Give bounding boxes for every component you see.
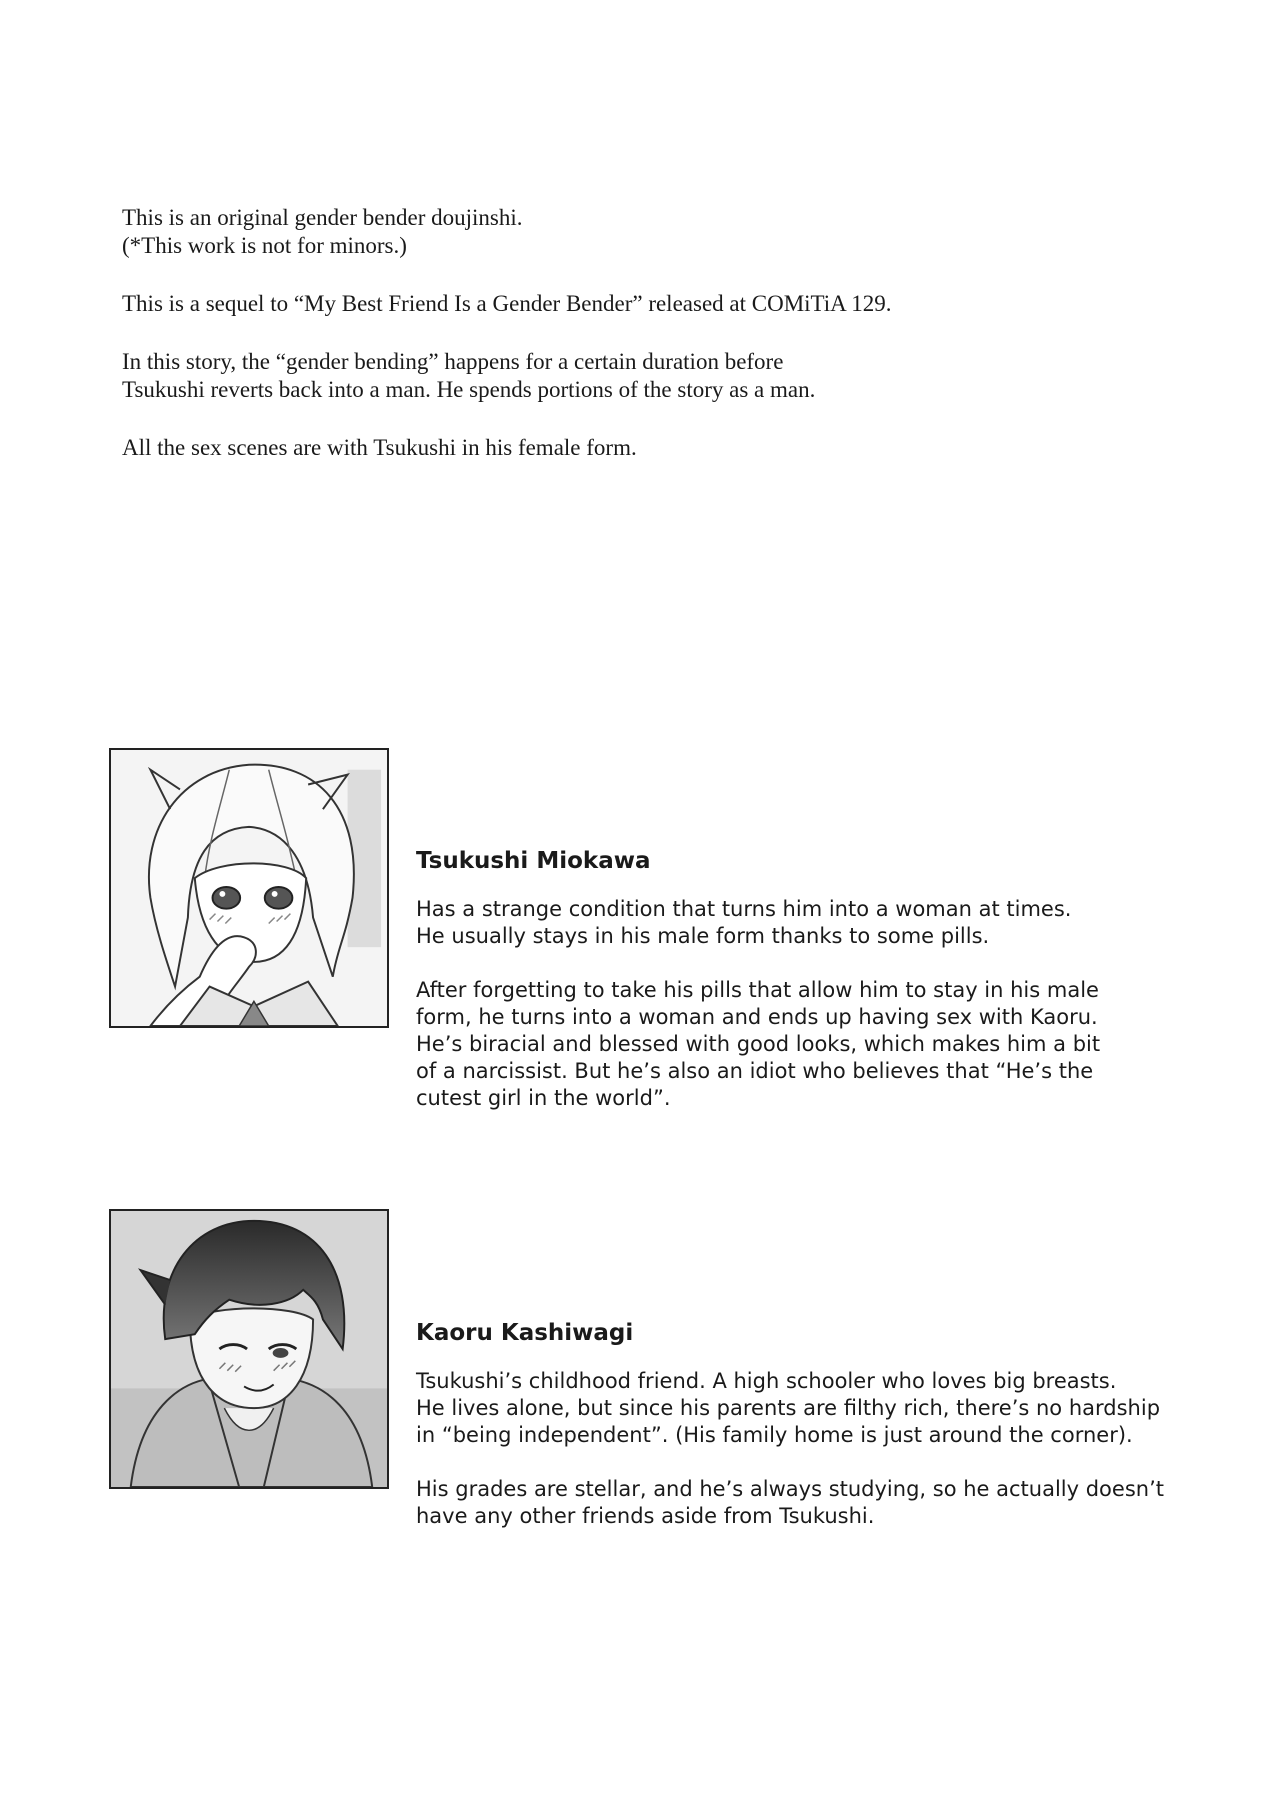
description-line: He usually stays in his male form thanks to some pills. bbox=[416, 924, 990, 948]
description-line: have any other friends aside from Tsukushi. bbox=[416, 1504, 875, 1528]
description-line: form, he turns into a woman and ends up having sex with Kaoru. bbox=[416, 1005, 1098, 1029]
intro-line: This is an original gender bender doujinshi. bbox=[122, 205, 523, 230]
intro-paragraph bbox=[122, 434, 1122, 462]
description-line: in “being independent”. (His family home is just around the corner). bbox=[416, 1423, 1133, 1447]
character-name: Tsukushi Miokawa bbox=[416, 848, 651, 874]
intro-line: Tsukushi reverts back into a man. He spends portions of the story as a man. bbox=[122, 377, 816, 402]
character-description bbox=[416, 1476, 1216, 1530]
description-line: of a narcissist. But he’s also an idiot who believes that “He’s the bbox=[416, 1059, 1094, 1083]
description-line: His grades are stellar, and he’s always studying, so he actually doesn’t bbox=[416, 1477, 1164, 1501]
intro-text bbox=[122, 204, 1122, 492]
description-line: Has a strange condition that turns him into a woman at times. bbox=[416, 897, 1072, 921]
kaoru-portrait-image bbox=[109, 1209, 389, 1489]
kaoru-profile bbox=[416, 1318, 1216, 1557]
character-description bbox=[416, 896, 1216, 950]
intro-line: (*This work is not for minors.) bbox=[122, 233, 407, 258]
description-line: cutest girl in the world”. bbox=[416, 1086, 671, 1110]
description-line: Tsukushi’s childhood friend. A high schooler who loves big breasts. bbox=[416, 1369, 1117, 1393]
intro-line: All the sex scenes are with Tsukushi in his female form. bbox=[122, 435, 637, 460]
intro-paragraph bbox=[122, 290, 1122, 318]
character-name: Kaoru Kashiwagi bbox=[416, 1320, 634, 1346]
description-line: After forgetting to take his pills that allow him to stay in his male bbox=[416, 978, 1099, 1002]
intro-paragraph bbox=[122, 348, 1122, 404]
character-description bbox=[416, 1368, 1216, 1449]
description-line: He lives alone, but since his parents are filthy rich, there’s no hardship bbox=[416, 1396, 1161, 1420]
character-description bbox=[416, 977, 1216, 1112]
description-line: He’s biracial and blessed with good looks, which makes him a bit bbox=[416, 1032, 1101, 1056]
tsukushi-profile bbox=[416, 846, 1216, 1139]
intro-line: This is a sequel to “My Best Friend Is a Gender Bender” released at COMiTiA 129. bbox=[122, 291, 892, 316]
intro-line: In this story, the “gender bending” happens for a certain duration before bbox=[122, 349, 784, 374]
tsukushi-portrait-image bbox=[109, 748, 389, 1028]
intro-paragraph bbox=[122, 204, 1122, 260]
